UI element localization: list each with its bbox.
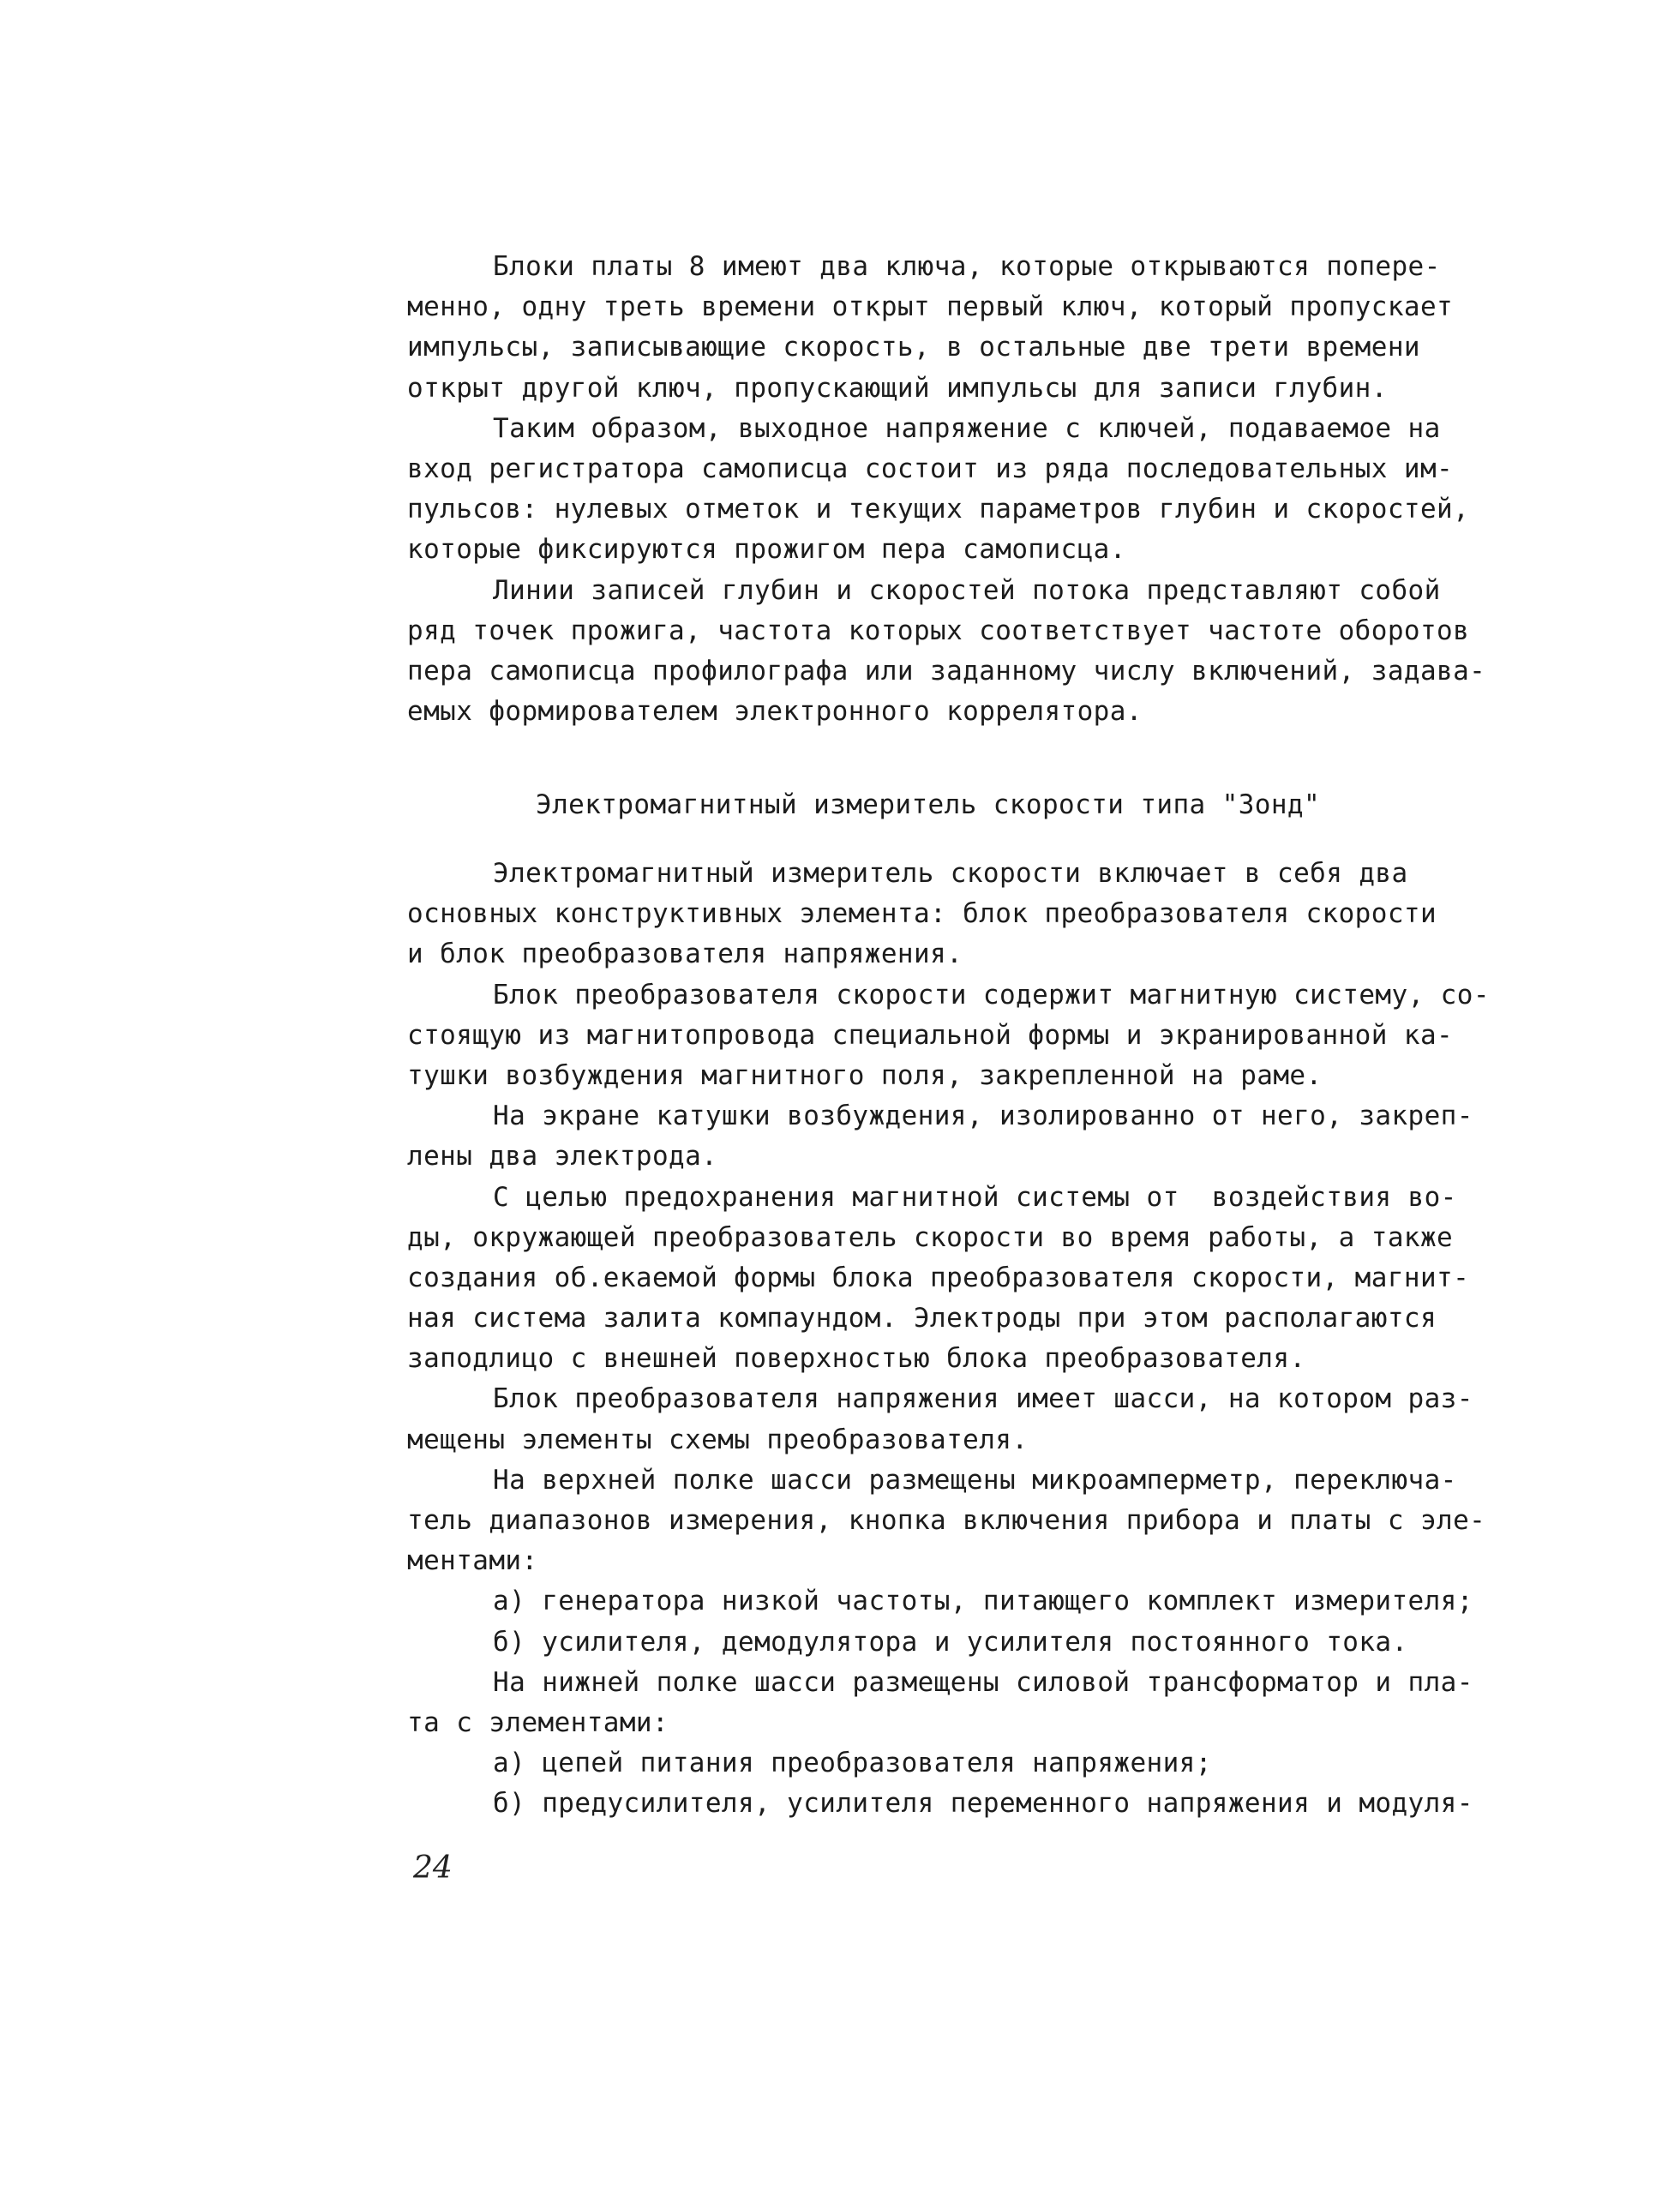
paragraph-line: тель диапазонов измерения, кнопка включения прибора и платы с эле- xyxy=(407,1505,1486,1536)
paragraph-line: ряд точек прожига, частота которых соответствует частоте оборотов xyxy=(407,615,1470,646)
paragraph-line: емых формирователем электронного коррелятора. xyxy=(407,696,1143,728)
page-number: 24 xyxy=(413,1850,453,1886)
paragraph-line: Таким образом, выходное напряжение с ключей, подаваемое на xyxy=(493,412,1441,444)
paragraph-line: На верхней полке шасси размещены микроамперметр, переключа- xyxy=(493,1464,1457,1496)
paragraph-line: а) цепей питания преобразователя напряжения; xyxy=(493,1748,1212,1779)
paragraph-line: менно, одну треть времени открыт первый ключ, который пропускает xyxy=(407,291,1454,323)
text-block-top xyxy=(407,247,1539,732)
paragraph-line: создания об.екаемой формы блока преобразователя скорости, магнит- xyxy=(407,1262,1470,1293)
paragraph-line: стоящую из магнитопровода специальной формы и экранированной ка- xyxy=(407,1019,1454,1051)
paragraph-line: тушки возбуждения магнитного поля, закрепленной на раме. xyxy=(407,1059,1323,1091)
paragraph-line: вход регистратора самописца состоит из ряда последовательных им- xyxy=(407,453,1454,484)
paragraph-line: пульсов: нулевых отметок и текущих параметров глубин и скоростей, xyxy=(407,494,1470,525)
paragraph-line: мещены элементы схемы преобразователя. xyxy=(407,1424,1029,1455)
paragraph-line: лены два электрода. xyxy=(407,1141,718,1172)
paragraph-line: б) предусилителя, усилителя переменного напряжения и модуля- xyxy=(493,1788,1473,1820)
paragraph-line: и блок преобразователя напряжения. xyxy=(407,939,963,970)
paragraph-line: которые фиксируются прожигом пера самописца. xyxy=(407,534,1126,566)
paragraph-line: На экране катушки возбуждения, изолированно от него, закреп- xyxy=(493,1100,1473,1132)
section-heading: Электромагнитный измеритель скорости типа "Зонд" xyxy=(536,789,1321,820)
paragraph-line: импульсы, записывающие скорость, в остальные две трети времени xyxy=(407,332,1420,363)
paragraph-line: а) генератора низкой частоты, питающего комплект измерителя; xyxy=(493,1586,1473,1617)
paragraph-line: Блок преобразователя напряжения имеет шасси, на котором раз- xyxy=(493,1383,1473,1415)
paragraph-line: Линии записей глубин и скоростей потока представляют собой xyxy=(493,574,1441,606)
paragraph-line: та с элементами: xyxy=(407,1706,669,1738)
paragraph-line: Электромагнитный измеритель скорости включает в себя два xyxy=(493,858,1408,889)
paragraph-line: открыт другой ключ, пропускающий импульсы для записи глубин. xyxy=(407,372,1388,404)
paragraph-line: Блоки платы 8 имеют два ключа, которые открываются попере- xyxy=(493,251,1441,282)
paragraph-line: ная система залита компаундом. Электроды при этом располагаются xyxy=(407,1303,1437,1334)
paragraph-line: заподлицо с внешней поверхностью блока преобразователя. xyxy=(407,1343,1306,1375)
paragraph-line: Блок преобразователя скорости содержит магнитную систему, со- xyxy=(493,979,1490,1011)
paragraph-line: основных конструктивных элемента: блок преобразователя скорости xyxy=(407,898,1437,930)
paragraph-line: С целью предохранения магнитной системы от воздействия во- xyxy=(493,1181,1457,1213)
paragraph-line: На нижней полке шасси размещены силовой трансформатор и пла- xyxy=(493,1666,1473,1698)
paragraph-line: пера самописца профилографа или заданному числу включений, задава- xyxy=(407,655,1486,687)
text-block-bottom xyxy=(407,854,1539,1825)
paragraph-line: ды, окружающей преобразователь скорости во время работы, а также xyxy=(407,1221,1454,1253)
paragraph-line: б) усилителя, демодулятора и усилителя постоянного тока. xyxy=(493,1626,1408,1658)
paragraph-line: ментами: xyxy=(407,1545,538,1577)
